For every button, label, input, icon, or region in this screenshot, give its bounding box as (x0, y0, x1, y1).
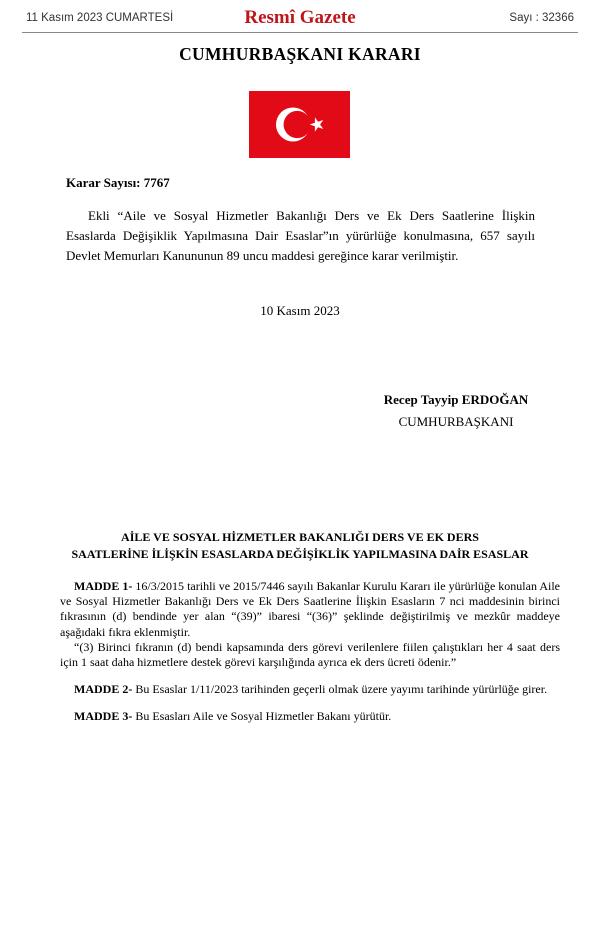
decision-date: 10 Kasım 2023 (260, 303, 340, 318)
article-1-quote: “(3) Birinci fıkranın (d) bendi kapsamında ders görevi verilenlere fiilen çalıştıkları her 4 saat ders için 1 saat daha hizmetlere destek görevi karşılığında ayrıca ek ders ücreti ödenir.” (60, 639, 560, 670)
article-label: MADDE 1- (74, 579, 133, 593)
article-text: Bu Esasları Aile ve Sosyal Hizmetler Bakanı yürütür. (132, 709, 392, 724)
articles-section (60, 579, 560, 725)
intro-text: Ekli “Aile ve Sosyal Hizmetler Bakanlığı Ders ve Ek Ders Saatlerine İlişkin Esaslarda Değişiklik Yapılmasına Dair Esaslar”ın yürürlüğe konulmasına, 657 sayılı Devlet Memurları Kanununun 89 uncu maddesi gereğince karar verilmiştir. (66, 208, 535, 263)
article-label: MADDE 3- (74, 709, 133, 724)
signatory-title: CUMHURBAŞKANI (398, 414, 514, 429)
article-label: MADDE 2- (74, 682, 133, 697)
rules-title (24, 529, 576, 563)
rules-title-line2: SAATLERİNE İLİŞKİN ESASLARDA DEĞİŞİKLİK YAPILMASINA DAİR ESASLAR (71, 547, 529, 561)
flag-crescent-inner (284, 111, 311, 138)
signatory-surname: ERDOĞAN (461, 392, 529, 407)
gazette-name: Resmî Gazete (244, 7, 356, 28)
article-1 (60, 579, 560, 640)
article-text: Bu Esaslar 1/11/2023 tarihinden geçerli olmak üzere yayımı tarihinde yürürlüğe girer. (132, 682, 548, 697)
gazette-header (22, 6, 578, 33)
rules-title-line1: AİLE VE SOSYAL HİZMETLER BAKANLIĞI DERS VE EK DERS (121, 530, 479, 544)
article-3 (60, 709, 560, 724)
article-text: 16/3/2015 tarihli ve 2015/7446 sayılı Bakanlar Kurulu Kararı ile yürürlüğe konulan Aile ve Sosyal Hizmetler Bakanlığı Ders ve Ek Ders Saatlerine İlişkin Esasların 7 nci maddesinin birinci fıkrasının (d) bendinde yer alan “(39)” ibaresi “(36)” şeklinde değiştirilmiş ve mezkûr maddeye aşağıdaki fıkra eklenmiştir. (60, 579, 560, 639)
page-title: CUMHURBAŞKANI KARARI (179, 44, 421, 64)
header-date: 11 Kasım 2023 CUMARTESİ (26, 12, 174, 24)
decision-number: Karar Sayısı: 7767 (66, 175, 170, 190)
signatory-first-name: Recep Tayyip (383, 392, 459, 407)
issue-number: Sayı : 32366 (509, 12, 574, 24)
article-2 (60, 682, 560, 697)
signatory-name (346, 392, 566, 408)
intro-paragraph (66, 206, 535, 266)
turkish-flag-icon (249, 91, 350, 158)
